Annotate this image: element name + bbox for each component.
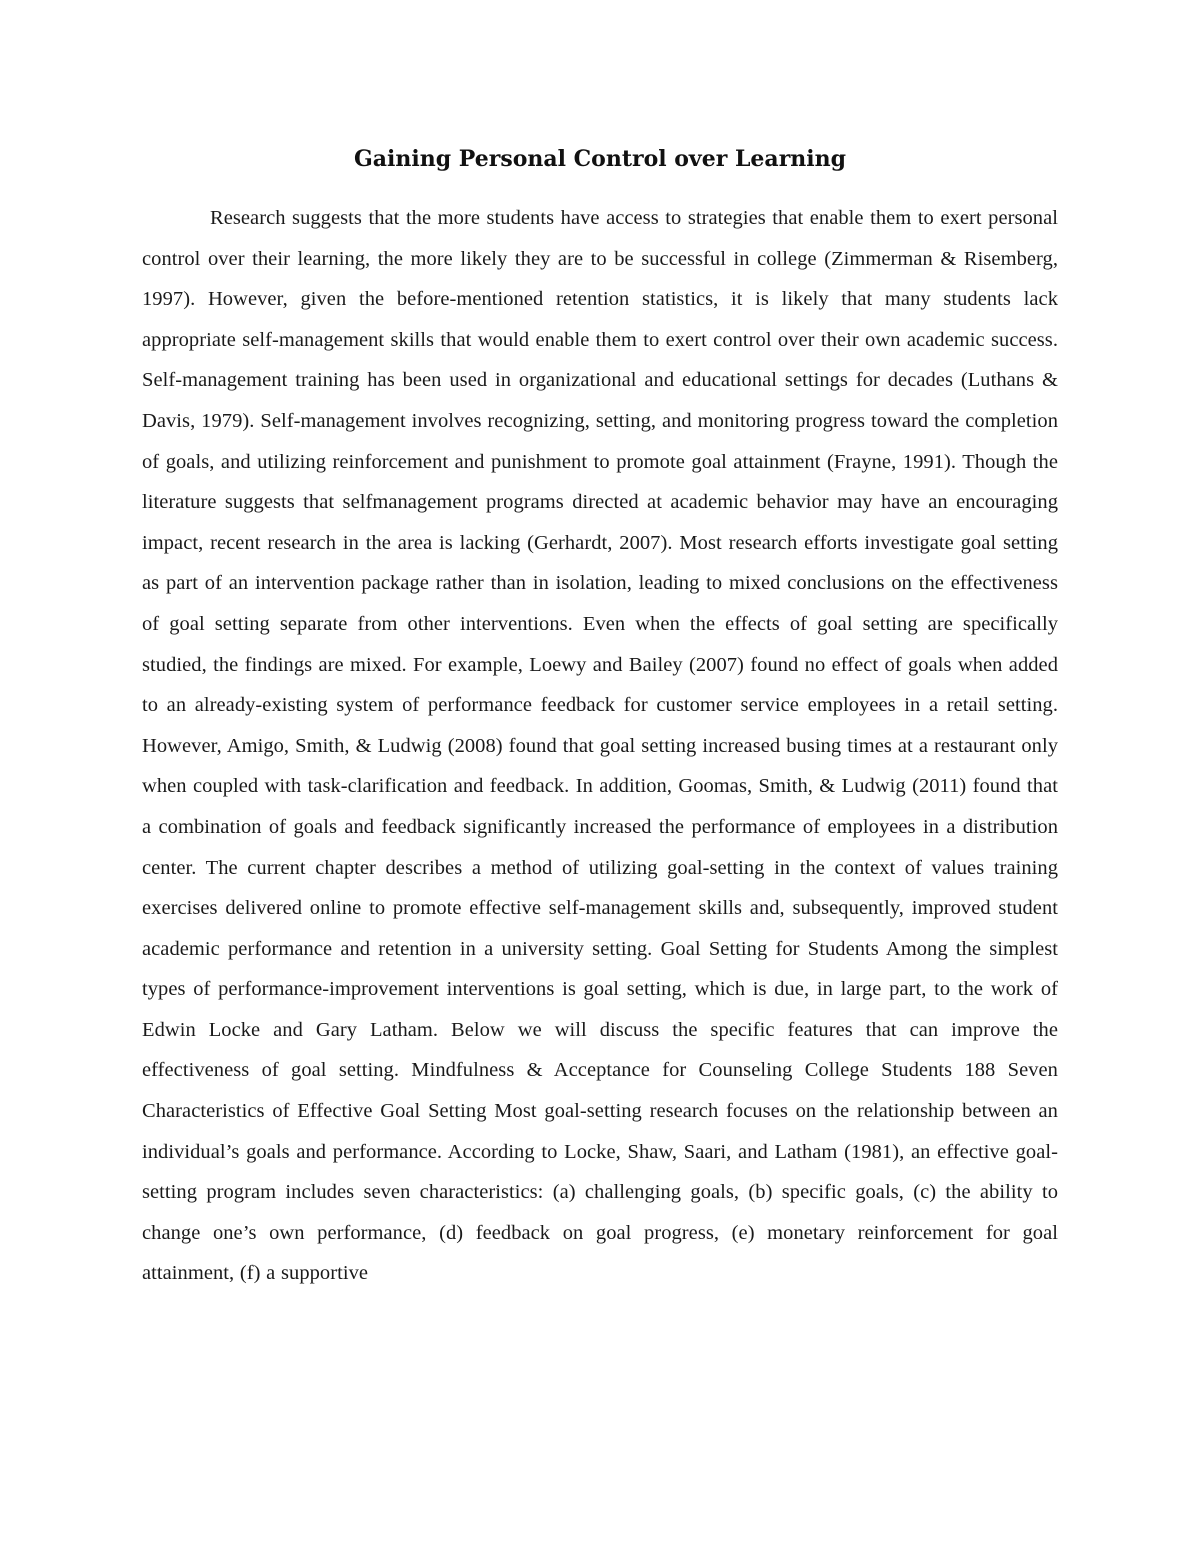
page-title: Gaining Personal Control over Learning: [353, 146, 847, 172]
body-paragraph: Research suggests that the more students have access to strategies that enable them to exert personal control over their learning, the more likely they are to be successful in college (Zimmerman & Risemberg, 1997). However, given the before-mentioned retention statistics, it is likely that many students lack appropriate self-management skills that would enable them to exert control over their own academic success. Self-management training has been used in organizational and educational settings for decades (Luthans & Davis, 1979). Self-management involves recognizing, setting, and monitoring progress toward the completion of goals, and utilizing reinforcement and punishment to promote goal attainment (Frayne, 1991). Though the literature suggests that selfmanagement programs directed at academic behavior may have an encouraging impact, recent research in the area is lacking (Gerhardt, 2007). Most research efforts investigate goal setting as part of an intervention package rather than in isolation, leading to mixed conclusions on the effectiveness of goal setting separate from other interventions. Even when the effects of goal setting are specifically studied, the findings are mixed. For example, Loewy and Bailey (2007) found no effect of goals when added to an already-existing system of performance feedback for customer service employees in a retail setting. However, Amigo, Smith, & Ludwig (2008) found that goal setting increased busing times at a restaurant only when coupled with task-clarification and feedback. In addition, Goomas, Smith, & Ludwig (2011) found that a combination of goals and feedback significantly increased the performance of employees in a distribution center. The current chapter describes a method of utilizing goal-setting in the context of values training exercises delivered online to promote effective self-management skills and, subsequently, improved student academic performance and retention in a university setting. Goal Setting for Students Among the simplest types of performance-improvement interventions is goal setting, which is due, in large part, to the work of Edwin Locke and Gary Latham. Below we will discuss the specific features that can improve the effectiveness of goal setting. Mindfulness & Acceptance for Counseling College Students 188 Seven Characteristics of Effective Goal Setting Most goal-setting research focuses on the relationship between an individual’s goals and performance. According to Locke, Shaw, Saari, and Latham (1981), an effective goal-setting program includes seven characteristics: (a) challenging goals, (b) specific goals, (c) the ability to change one’s own performance, (d) feedback on goal progress, (e) monetary reinforcement for goal attainment, (f) a supportive: [142, 207, 1058, 1285]
